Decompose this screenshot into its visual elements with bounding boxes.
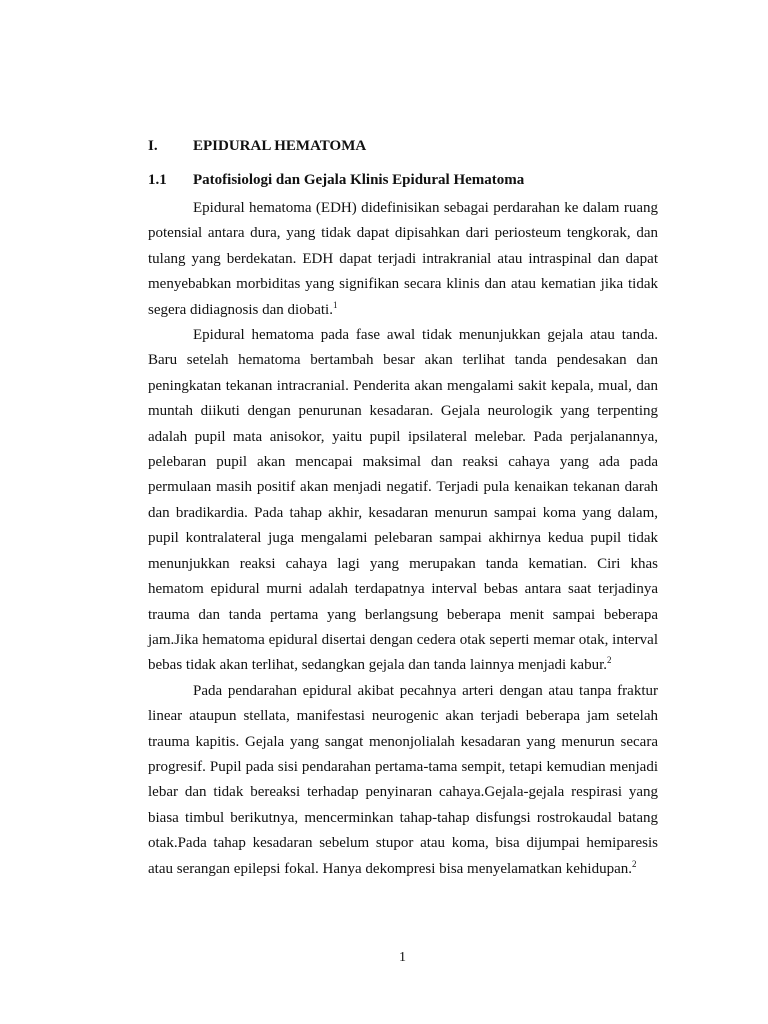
footnote-ref: 2 bbox=[607, 655, 612, 666]
subsection-number: 1.1 bbox=[148, 172, 167, 188]
subsection-title: Patofisiologi dan Gejala Klinis Epidural Hematoma bbox=[193, 172, 525, 188]
section-title: EPIDURAL HEMATOMA bbox=[193, 138, 367, 154]
paragraph-text: Pada pendarahan epidural akibat pecahnya arteri dengan atau tanpa fraktur linear ataupun stellata, manifestasi neurogenic akan terjadi beberapa jam setelah trauma kapitis. Gejala yang sangat menonjolialah kesadaran yang menurun secara progresif. Pupil pada sisi pendarahan pertama-tama sempit, tetapi kemudian menjadi lebar dan tidak bereaksi terhadap penyinaran cahaya.Gejala-gejala respirasi yang biasa timbul berikutnya, mencerminkan tahap-tahap disfungsi rostrokaudal batang otak.Pada tahap kesadaran sebelum stupor atau koma, bisa dijumpai hemiparesis atau serangan epilepsi fokal. Hanya dekompresi bisa menyelamatkan kehidupan. bbox=[148, 682, 658, 877]
paragraph bbox=[148, 196, 658, 323]
page-number: 1 bbox=[399, 950, 406, 965]
paragraph-text: Epidural hematoma pada fase awal tidak menunjukkan gejala atau tanda. Baru setelah hematoma bertambah besar akan terlihat tanda pendesakan dan peningkatan tekanan intracranial. Penderita akan mengalami sakit kepala, mual, dan muntah diikuti dengan penurunan kesadaran. Gejala neurologik yang terpenting adalah pupil mata anisokor, yaitu pupil ipsilateral melebar. Pada perjalanannya, pelebaran pupil akan mencapai maksimal dan reaksi cahaya yang ada pada permulaan masih positif akan menjadi negatif. Terjadi pula kenaikan tekanan darah dan bradikardia. Pada tahap akhir, kesadaran menurun sampai koma yang dalam, pupil kontralateral juga mengalami pelebaran sampai akhirnya kedua pupil tidak menunjukkan reaksi cahaya lagi yang merupakan tanda kematian. Ciri khas hematom epidural murni adalah terdapatnya interval bebas antara saat terjadinya trauma dan tanda pertama yang berlangsung beberapa menit sampai beberapa jam.Jika hematoma epidural disertai dengan cedera otak seperti memar otak, interval bebas tidak akan terlihat, sedangkan gejala dan tanda lainnya menjadi kabur. bbox=[148, 327, 658, 674]
body-text bbox=[148, 196, 658, 882]
paragraph-text: Epidural hematoma (EDH) didefinisikan sebagai perdarahan ke dalam ruang potensial antara dura, yang tidak dapat dipisahkan dari periosteum tengkorak, dan tulang yang berdekatan. EDH dapat terjadi intrakranial atau intraspinal dan dapat menyebabkan morbiditas yang signifikan secara klinis dan atau kematian jika tidak segera didiagnosis dan diobati. bbox=[148, 200, 658, 318]
subsection-heading bbox=[148, 172, 524, 189]
footnote-ref: 2 bbox=[632, 858, 637, 869]
section-number: I. bbox=[148, 138, 158, 154]
section-heading bbox=[148, 138, 366, 155]
paragraph bbox=[148, 323, 658, 679]
footnote-ref: 1 bbox=[332, 299, 338, 310]
paragraph bbox=[148, 679, 658, 882]
